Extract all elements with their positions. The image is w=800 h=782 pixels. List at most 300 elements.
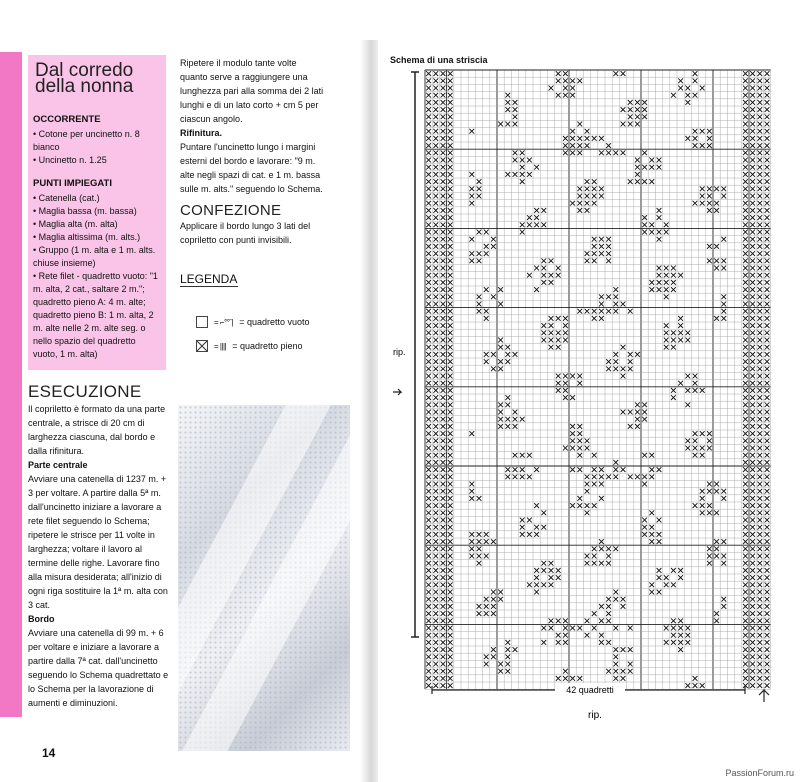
filled-square: [750, 503, 755, 508]
parte-centrale-text: Avviare una catenella di 1237 m. + 3 per voltare. A partire dalla 5ª m. dall'uncinetto iniziare a lavorare a rete filet seguendo lo Schema; ripetere le strisce per 11 volte in larghezza; voltare il lavoro al termine delle righe. Lavorare fino alla misura desiderata; all'inizio di ogni riga sostituire la 1ª m. alta con 3 cat.: [28, 474, 168, 610]
filled-square: [621, 647, 626, 652]
filled-square: [743, 374, 748, 379]
filled-square: [426, 251, 431, 256]
filled-square: [671, 633, 676, 638]
filled-square: [599, 604, 604, 609]
filled-square: [477, 604, 482, 609]
filled-square: [750, 640, 755, 645]
filled-square: [621, 150, 626, 155]
filled-square: [541, 525, 546, 530]
filled-square: [757, 453, 762, 458]
filled-square: [534, 590, 539, 595]
filled-square: [534, 165, 539, 170]
filled-square: [426, 546, 431, 551]
filled-square: [757, 467, 762, 472]
filled-square: [491, 604, 496, 609]
filled-square: [765, 302, 770, 307]
filled-square: [570, 395, 575, 400]
filled-square: [484, 359, 489, 364]
filled-square: [441, 431, 446, 436]
filled-square: [765, 482, 770, 487]
filled-square: [599, 136, 604, 141]
filled-square: [599, 496, 604, 501]
material-item: • Uncinetto n. 1.25: [33, 155, 107, 165]
page-number: 14: [42, 746, 56, 760]
filled-square: [757, 100, 762, 105]
filled-square: [556, 93, 561, 98]
filled-square: [448, 683, 453, 688]
filled-square: [765, 474, 770, 479]
filled-square: [448, 402, 453, 407]
filled-square: [549, 258, 554, 263]
filled-square: [520, 150, 525, 155]
filled-square: [613, 309, 618, 314]
filled-square: [757, 222, 762, 227]
filled-square: [585, 438, 590, 443]
filled-square: [441, 575, 446, 580]
filled-square: [743, 86, 748, 91]
filled-square: [570, 626, 575, 631]
filled-square: [484, 654, 489, 659]
filled-square: [635, 179, 640, 184]
legend-empty-row: [196, 316, 310, 328]
filled-square: [765, 86, 770, 91]
filled-square: [750, 568, 755, 573]
filled-square: [484, 532, 489, 537]
filled-square: [765, 107, 770, 112]
filled-square: [743, 438, 748, 443]
filled-square: [433, 215, 438, 220]
filled-square: [433, 323, 438, 328]
filled-square: [721, 539, 726, 544]
filled-square: [765, 244, 770, 249]
filled-square: [441, 244, 446, 249]
filled-square: [426, 525, 431, 530]
filled-square: [585, 474, 590, 479]
filled-square: [721, 258, 726, 263]
stitch-item: • Maglia bassa (m. bassa): [33, 206, 137, 216]
filled-square: [441, 503, 446, 508]
filled-square: [441, 194, 446, 199]
filled-square: [765, 676, 770, 681]
filled-square: [505, 359, 510, 364]
filled-square: [433, 352, 438, 357]
filled-square: [765, 345, 770, 350]
filled-square: [441, 78, 446, 83]
filled-square: [743, 525, 748, 530]
filled-square: [563, 78, 568, 83]
filled-square: [642, 150, 647, 155]
filled-square: [606, 309, 611, 314]
filled-square: [743, 78, 748, 83]
filled-square: [613, 294, 618, 299]
filled-square: [527, 215, 532, 220]
filled-square: [513, 172, 518, 177]
filled-square: [599, 467, 604, 472]
filled-square: [520, 453, 525, 458]
filled-square: [426, 374, 431, 379]
filled-square: [433, 381, 438, 386]
filled-square: [714, 258, 719, 263]
filled-square: [433, 431, 438, 436]
filled-square: [484, 539, 489, 544]
filled-square: [498, 424, 503, 429]
filled-square: [707, 194, 712, 199]
filled-square: [757, 539, 762, 544]
filled-square: [750, 215, 755, 220]
filled-square: [743, 294, 748, 299]
filled-square: [556, 330, 561, 335]
filled-square: [743, 633, 748, 638]
filled-square: [433, 575, 438, 580]
filled-square: [484, 230, 489, 235]
filled-square: [757, 258, 762, 263]
filled-square: [635, 100, 640, 105]
filled-square: [448, 222, 453, 227]
filled-square: [750, 150, 755, 155]
filled-square: [743, 626, 748, 631]
filled-square: [743, 194, 748, 199]
filled-square: [577, 194, 582, 199]
filled-square: [757, 244, 762, 249]
filled-square: [714, 489, 719, 494]
filled-square: [757, 496, 762, 501]
filled-square: [765, 402, 770, 407]
filled-square: [678, 618, 683, 623]
filled-square: [592, 453, 597, 458]
filled-square: [534, 503, 539, 508]
filled-square: [498, 338, 503, 343]
filled-square: [649, 179, 654, 184]
filled-square: [714, 266, 719, 271]
filled-square: [441, 165, 446, 170]
filled-square: [426, 359, 431, 364]
filled-square: [743, 453, 748, 458]
filled-square: [685, 446, 690, 451]
filled-square: [707, 136, 712, 141]
filled-square: [757, 122, 762, 127]
filled-square: [570, 129, 575, 134]
filled-square: [743, 230, 748, 235]
filled-square: [592, 251, 597, 256]
filled-square: [426, 122, 431, 127]
filled-square: [685, 93, 690, 98]
filled-square: [657, 280, 662, 285]
filled-square: [757, 114, 762, 119]
filled-square: [549, 618, 554, 623]
filled-square: [628, 662, 633, 667]
filled-square: [563, 626, 568, 631]
filled-square: [570, 93, 575, 98]
filled-square: [649, 287, 654, 292]
filled-square: [433, 388, 438, 393]
filled-square: [671, 266, 676, 271]
filled-square: [433, 626, 438, 631]
filled-square: [621, 604, 626, 609]
filled-square: [765, 201, 770, 206]
filled-square: [513, 100, 518, 105]
filled-square: [750, 194, 755, 199]
filled-square: [433, 143, 438, 148]
filled-square: [606, 561, 611, 566]
filled-square: [477, 554, 482, 559]
filled-square: [426, 561, 431, 566]
filled-square: [441, 568, 446, 573]
filled-square: [757, 417, 762, 422]
filled-square: [613, 669, 618, 674]
filled-square: [441, 100, 446, 105]
legend-empty-label: = quadretto vuoto: [239, 317, 310, 327]
filled-square: [441, 172, 446, 177]
filled-square: [441, 546, 446, 551]
filled-square: [606, 294, 611, 299]
filled-square: [743, 410, 748, 415]
filled-square: [743, 179, 748, 184]
filled-square: [671, 93, 676, 98]
filled-square: [765, 568, 770, 573]
filled-square: [592, 237, 597, 242]
filled-square: [469, 546, 474, 551]
filled-square: [657, 266, 662, 271]
filled-square: [527, 222, 532, 227]
filled-square: [765, 561, 770, 566]
filled-square: [498, 345, 503, 350]
filled-square: [714, 618, 719, 623]
filled-square: [685, 626, 690, 631]
filled-square: [426, 676, 431, 681]
filled-square: [592, 179, 597, 184]
filled-square: [743, 273, 748, 278]
filled-square: [707, 510, 712, 515]
filled-square: [743, 654, 748, 659]
filled-square: [621, 467, 626, 472]
legend-full-row: [196, 340, 303, 352]
filled-square: [750, 323, 755, 328]
filled-square: [765, 172, 770, 177]
filled-square: [743, 338, 748, 343]
filled-square: [448, 489, 453, 494]
filled-square: [599, 251, 604, 256]
filled-square: [448, 172, 453, 177]
filled-square: [757, 294, 762, 299]
filled-square: [743, 604, 748, 609]
filled-square: [556, 676, 561, 681]
filled-square: [556, 381, 561, 386]
filled-square: [448, 93, 453, 98]
filled-square: [577, 309, 582, 314]
filled-square: [433, 287, 438, 292]
filled-square: [426, 410, 431, 415]
filled-square: [606, 597, 611, 602]
filled-square: [433, 402, 438, 407]
filled-square: [441, 532, 446, 537]
filled-square: [433, 186, 438, 191]
filled-square: [477, 302, 482, 307]
filled-square: [757, 654, 762, 659]
filled-square: [606, 366, 611, 371]
filled-square: [743, 287, 748, 292]
filled-square: [671, 568, 676, 573]
filled-square: [426, 590, 431, 595]
filled-square: [570, 136, 575, 141]
filled-square: [743, 510, 748, 515]
filled-square: [491, 366, 496, 371]
filled-square: [513, 158, 518, 163]
filled-square: [469, 496, 474, 501]
filled-square: [441, 554, 446, 559]
filled-square: [750, 561, 755, 566]
execution-section: [28, 382, 173, 710]
filled-square: [577, 136, 582, 141]
filled-square: [426, 158, 431, 163]
filled-square: [527, 273, 532, 278]
filled-square: [426, 489, 431, 494]
filled-square: [714, 546, 719, 551]
filled-square: [599, 316, 604, 321]
filled-square: [484, 352, 489, 357]
filled-square: [426, 338, 431, 343]
filled-square: [433, 410, 438, 415]
filled-square: [570, 201, 575, 206]
filled-square: [757, 482, 762, 487]
filled-square: [721, 309, 726, 314]
filled-square: [441, 561, 446, 566]
filled-square: [426, 669, 431, 674]
filled-square: [743, 309, 748, 314]
filled-square: [448, 417, 453, 422]
filled-square: [757, 388, 762, 393]
filled-square: [649, 222, 654, 227]
filled-square: [541, 273, 546, 278]
filled-square: [750, 338, 755, 343]
filled-square: [750, 244, 755, 249]
filled-square: [757, 582, 762, 587]
filled-square: [707, 561, 712, 566]
filled-square: [433, 251, 438, 256]
filled-square: [448, 582, 453, 587]
filled-square: [743, 575, 748, 580]
filled-square: [433, 683, 438, 688]
filled-square: [549, 345, 554, 350]
page-gutter: [360, 40, 378, 782]
filled-square: [577, 208, 582, 213]
filled-square: [642, 222, 647, 227]
filled-square: [577, 446, 582, 451]
filled-square: [520, 518, 525, 523]
filled-square: [757, 208, 762, 213]
filled-square: [592, 316, 597, 321]
filled-square: [448, 431, 453, 436]
filled-square: [628, 359, 633, 364]
filled-square: [592, 611, 597, 616]
filled-square: [426, 568, 431, 573]
filled-square: [448, 287, 453, 292]
filled-square: [448, 611, 453, 616]
filled-square: [664, 582, 669, 587]
filled-square: [441, 525, 446, 530]
filled-square: [441, 446, 446, 451]
filled-square: [556, 71, 561, 76]
filled-square: [441, 258, 446, 263]
filled-square: [448, 482, 453, 487]
filled-square: [520, 467, 525, 472]
filled-square: [599, 482, 604, 487]
filled-square: [433, 222, 438, 227]
filled-square: [750, 424, 755, 429]
filled-square: [613, 626, 618, 631]
materials-list: [33, 105, 161, 361]
filled-square: [721, 302, 726, 307]
filled-square: [426, 78, 431, 83]
filled-square: [433, 554, 438, 559]
filled-square: [585, 561, 590, 566]
filled-square: [541, 568, 546, 573]
filled-square: [433, 374, 438, 379]
filled-square: [585, 186, 590, 191]
filled-square: [448, 575, 453, 580]
filled-square: [505, 122, 510, 127]
filled-square: [441, 467, 446, 472]
filled-square: [433, 266, 438, 271]
filled-square: [757, 503, 762, 508]
filled-square: [505, 417, 510, 422]
filled-square: [750, 345, 755, 350]
filled-square: [433, 345, 438, 350]
filled-square: [700, 194, 705, 199]
filled-square: [765, 186, 770, 191]
filled-square: [743, 100, 748, 105]
filled-square: [433, 539, 438, 544]
filled-square: [441, 266, 446, 271]
filled-square: [693, 201, 698, 206]
filled-square: [750, 482, 755, 487]
filled-square: [426, 496, 431, 501]
filled-square: [743, 395, 748, 400]
filled-square: [750, 539, 755, 544]
filled-square: [765, 222, 770, 227]
filled-square: [757, 597, 762, 602]
filled-square: [750, 158, 755, 163]
filled-square: [649, 467, 654, 472]
filled-square: [606, 474, 611, 479]
filled-square: [765, 208, 770, 213]
filled-square: [448, 266, 453, 271]
filled-square: [549, 561, 554, 566]
filled-square: [426, 460, 431, 465]
filled-square: [750, 618, 755, 623]
filled-square: [765, 669, 770, 674]
filled-square: [750, 107, 755, 112]
filled-square: [433, 662, 438, 667]
filled-square: [750, 359, 755, 364]
filled-square: [441, 287, 446, 292]
filled-square: [441, 474, 446, 479]
filled-square: [426, 100, 431, 105]
filled-square: [441, 186, 446, 191]
filled-square: [549, 330, 554, 335]
filled-square: [448, 453, 453, 458]
filled-square: [441, 438, 446, 443]
filled-square: [592, 474, 597, 479]
filled-square: [570, 503, 575, 508]
filled-square: [606, 258, 611, 263]
filled-square: [433, 510, 438, 515]
filled-square: [743, 172, 748, 177]
filled-square: [441, 496, 446, 501]
filled-square: [743, 129, 748, 134]
filled-square: [426, 323, 431, 328]
bordo-heading: Bordo: [28, 614, 55, 624]
